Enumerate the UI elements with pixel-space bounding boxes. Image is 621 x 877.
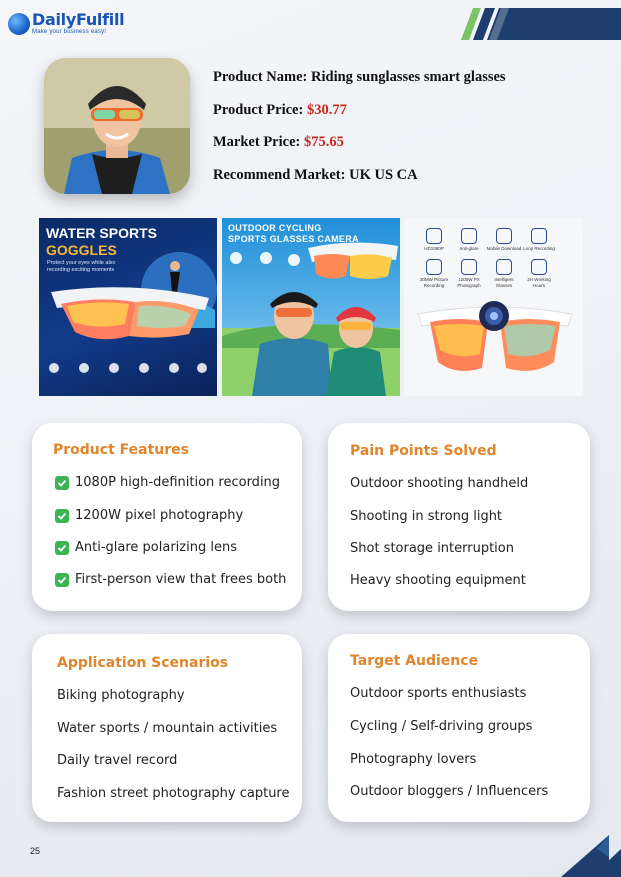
card-pain-points — [328, 423, 590, 611]
product-name-value: Riding sunglasses smart glasses — [311, 69, 506, 85]
feature-icon-label: 1200W PX Photograph — [457, 277, 481, 288]
banner-water-sports — [39, 218, 217, 396]
banner-water-sports-subtitle: Protect your eyes while also recording exciting moments — [47, 260, 116, 273]
feature-icon-label: 2H Working Hours — [527, 277, 551, 288]
card-application-scenarios-title: Application Scenarios — [57, 655, 229, 671]
feature-icon-label: Mobile Download — [486, 246, 522, 251]
check-icon — [55, 541, 69, 555]
banner-outdoor-cycling — [222, 218, 400, 396]
scenario-item: Fashion street photography capture — [57, 786, 290, 801]
market-price-row: Market Price: $75.65 — [213, 134, 344, 150]
card-product-features-title: Product Features — [53, 442, 189, 458]
brand-logo[interactable] — [8, 12, 124, 35]
pain-point-item: Outdoor shooting handheld — [350, 476, 529, 491]
glasses-product-render — [404, 218, 583, 396]
product-price-row: Product Price: $30.77 — [213, 101, 347, 118]
product-info — [213, 69, 506, 199]
banner-water-sports-title: WATER SPORTS GOGGLES — [46, 225, 157, 258]
check-icon — [55, 476, 69, 490]
feature-icon-label: Anti-glare — [459, 246, 479, 251]
scenario-item: Water sports / mountain activities — [57, 721, 278, 736]
scenario-item: Biking photography — [57, 688, 185, 703]
feature-item: Anti-glare polarizing lens — [75, 540, 237, 555]
page-number: 25 — [30, 846, 41, 856]
banner-water-sports-graphic — [39, 218, 217, 396]
pain-point-item: Shooting in strong light — [350, 509, 503, 524]
audience-item: Photography lovers — [350, 752, 477, 767]
card-product-features — [32, 423, 302, 611]
globe-icon — [8, 13, 30, 35]
header-stripe-decoration — [461, 8, 621, 40]
feature-icon-label: Intelligent Glasses — [494, 277, 514, 288]
banner-cycling-title: OUTDOOR CYCLING SPORTS GLASSES CAMERA — [228, 223, 359, 244]
check-icon — [55, 509, 69, 523]
audience-item: Cycling / Self-driving groups — [350, 719, 533, 734]
card-target-audience — [328, 634, 590, 822]
banner-feature-icons — [404, 218, 583, 396]
feature-icon-label: 30MW Picture Recording — [419, 277, 449, 288]
feature-item: 1200W pixel photography — [75, 508, 244, 523]
pain-point-item: Heavy shooting equipment — [350, 573, 526, 588]
pain-point-item: Shot storage interruption — [350, 541, 514, 556]
recommend-market-row: Recommend Market: UK US CA — [213, 166, 418, 183]
audience-item: Outdoor bloggers / Influencers — [350, 784, 549, 799]
product-model-photo — [44, 58, 190, 194]
card-application-scenarios — [32, 634, 302, 822]
feature-item: First-person view that frees both — [75, 572, 287, 587]
recommend-market-value: UK US CA — [349, 166, 418, 183]
footer-corner-decoration — [561, 827, 621, 877]
feature-icon-label: HD1080P — [424, 246, 444, 251]
product-name-row: Product Name: Riding sunglasses smart glasses — [213, 69, 506, 85]
market-price-value: $75.65 — [303, 134, 344, 150]
audience-item: Outdoor sports enthusiasts — [350, 686, 527, 701]
feature-item: 1080P high-definition recording — [75, 475, 281, 490]
scenario-item: Daily travel record — [57, 753, 178, 768]
feature-icon-label: Loop Recording — [523, 246, 555, 251]
card-pain-points-title: Pain Points Solved — [350, 443, 497, 459]
card-target-audience-title: Target Audience — [350, 653, 479, 669]
check-icon — [55, 573, 69, 587]
product-price-value: $30.77 — [306, 101, 347, 118]
brand-tagline: Make your business easy! — [32, 29, 107, 35]
brand-name: DailyFulfill — [32, 10, 125, 29]
